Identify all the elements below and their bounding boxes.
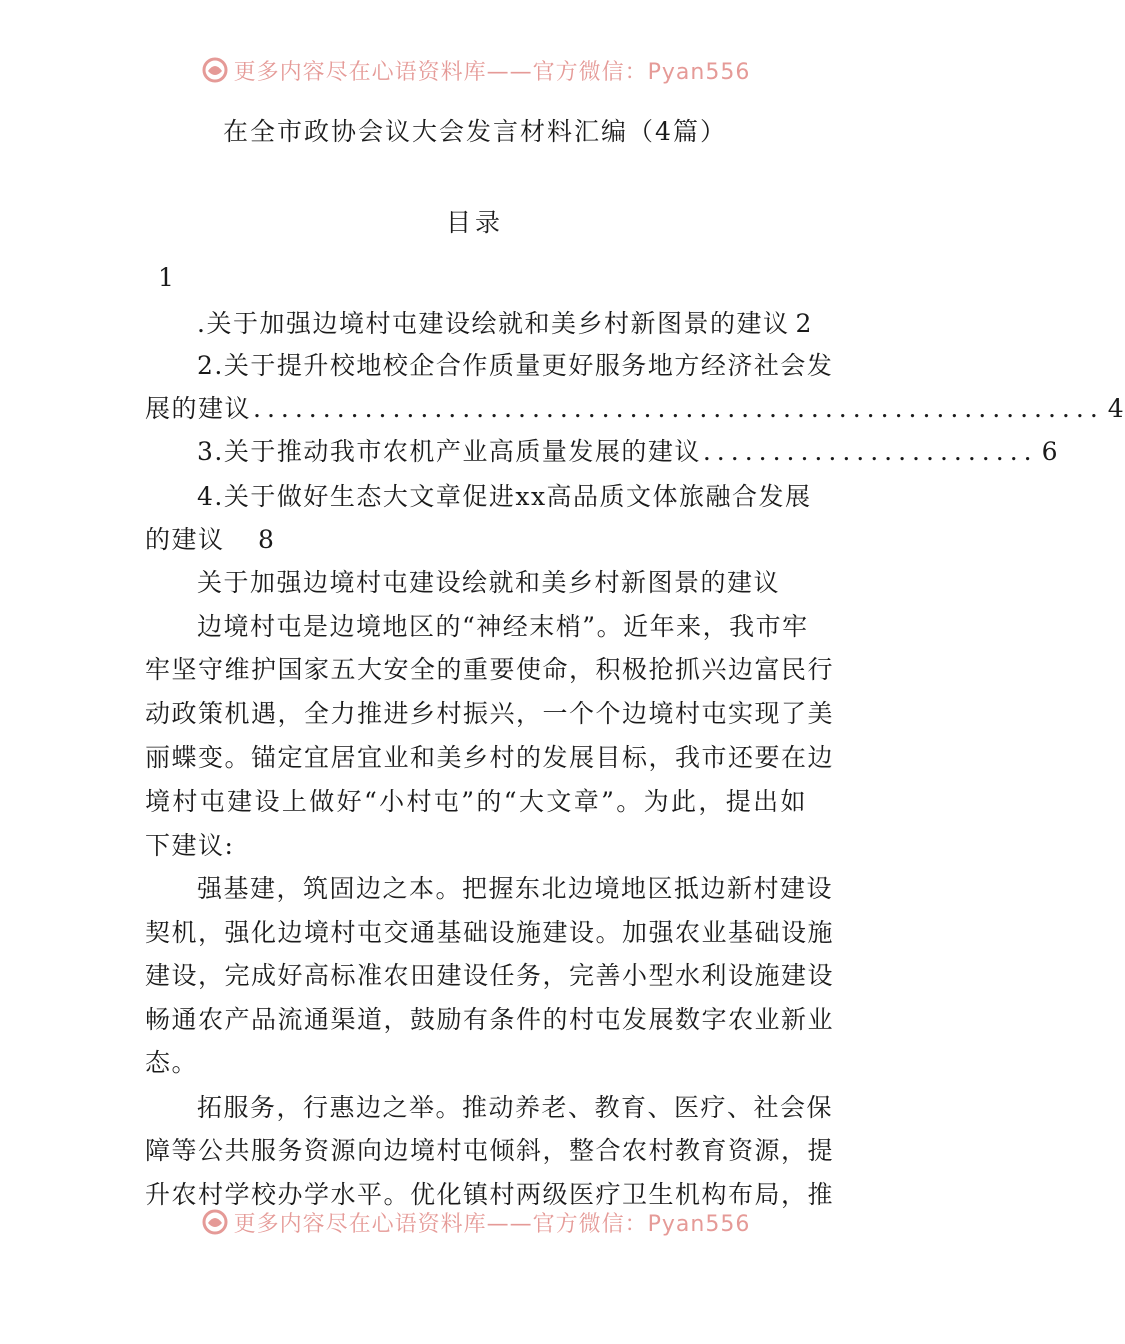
paragraph-line: 畅通农产品流通渠道，鼓励有条件的村屯发展数字农业新业 [145, 1005, 835, 1034]
document-title: 在全市政协会议大会发言材料汇编（4篇） [223, 117, 727, 146]
paragraph-line: 契机，强化边境村屯交通基础设施建设。加强农业基础设施 [145, 918, 835, 947]
paragraph-line: 境村屯建设上做好“小村屯”的“大文章”。为此，提出如 [145, 787, 807, 816]
watermark-text: 更多内容尽在心语资料库——官方微信：Pyan556 [233, 1211, 751, 1237]
toc-entry-2-cont[interactable] [145, 389, 1125, 425]
watermark-text: 更多内容尽在心语资料库——官方微信：Pyan556 [233, 59, 751, 85]
toc-entry-4[interactable] [145, 477, 812, 513]
paragraph-line: 强基建，筑固边之本。把握东北边境地区抵边新村建设 [197, 874, 834, 903]
toc-page-number: 8 [257, 525, 276, 554]
toc-leader: ............................................................. [253, 394, 1104, 423]
toc-entry-label: 3.关于推动我市农机产业高质量发展的建议 [197, 437, 701, 466]
toc-page-number: 4 [1107, 394, 1125, 423]
toc-leader: ........................ [702, 437, 1038, 466]
toc-entry-1[interactable] [145, 304, 813, 340]
paragraph-line: 下建议: [145, 831, 235, 860]
brand-logo-icon [200, 55, 230, 85]
paragraph-line: 障等公共服务资源向边境村屯倾斜，整合农村教育资源，提 [145, 1136, 835, 1165]
paragraph-line: 边境村屯是边境地区的“神经末梢”。近年来，我市牢 [197, 612, 809, 641]
paragraph-line: 动政策机遇，全力推进乡村振兴，一个个边境村屯实现了美 [145, 699, 835, 728]
paragraph-line: 丽蝶变。锚定宜居宜业和美乡村的发展目标，我市还要在边 [145, 743, 835, 772]
toc-entry-label: 的建议 [145, 525, 225, 554]
paragraph-line: 态。 [145, 1048, 199, 1077]
watermark-footer [0, 1202, 950, 1242]
toc-entry-2[interactable] [145, 346, 834, 382]
toc-lead-number: 1 [158, 263, 174, 292]
toc-entry-label: 展的建议 [145, 394, 252, 423]
toc-entry-4-cont[interactable] [145, 520, 807, 556]
paragraph-line: 牢坚守维护国家五大安全的重要使命，积极抢抓兴边富民行 [145, 655, 835, 684]
toc-entry-3[interactable] [145, 432, 1059, 468]
toc-page-number: 2 [795, 309, 813, 338]
section-title: 关于加强边境村屯建设绘就和美乡村新图景的建议 [197, 568, 781, 597]
toc-heading: 目录 [445, 208, 504, 237]
paragraph-line: 升农村学校办学水平。优化镇村两级医疗卫生机构布局，推 [145, 1180, 835, 1209]
toc-page-number: 6 [1041, 437, 1059, 466]
toc-entry-label: .关于加强边境村屯建设绘就和美乡村新图景的建议 [197, 309, 790, 338]
paragraph-line: 拓服务，行惠边之举。推动养老、教育、医疗、社会保 [197, 1093, 834, 1122]
brand-logo-icon [200, 1207, 230, 1237]
toc-entry-label: 4.关于做好生态大文章促进xx高品质文体旅融合发展 [197, 482, 812, 511]
paragraph-line: 建设，完成好高标准农田建设任务，完善小型水利设施建设 [145, 961, 835, 990]
watermark-header [0, 50, 950, 90]
toc-entry-label: 2.关于提升校地校企合作质量更好服务地方经济社会发 [197, 351, 834, 380]
